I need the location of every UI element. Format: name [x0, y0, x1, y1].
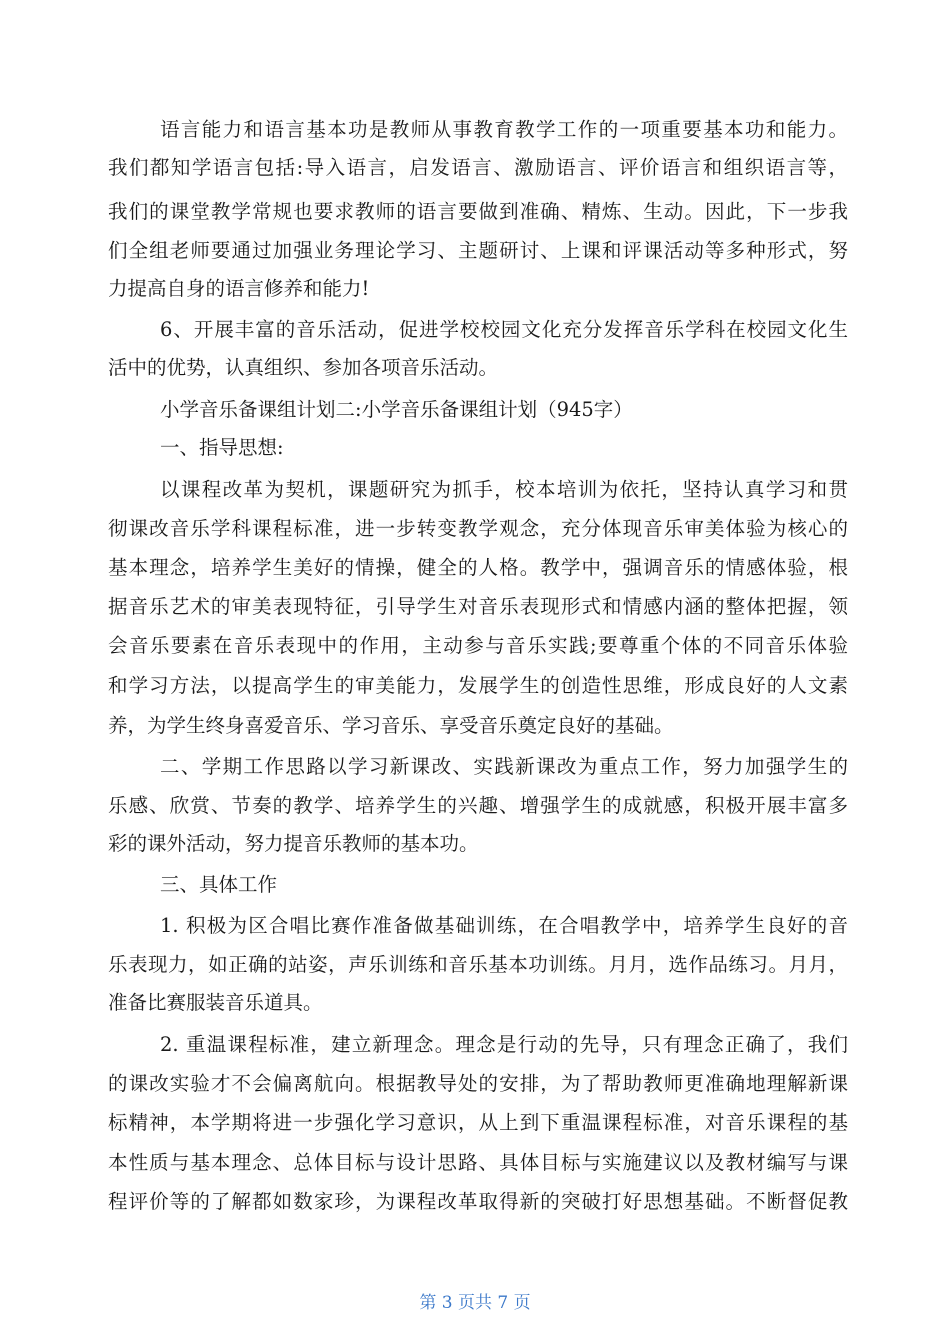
text-line: 养，为学生终身喜爱音乐、学习音乐、享受音乐奠定良好的基础。 — [108, 714, 674, 737]
text-line: 我们的课堂教学常规也要求教师的语言要做到准确、精炼、生动。因此，下一步我 — [108, 200, 848, 223]
text-line: 基本理念，培养学生美好的情操，健全的人格。教学中，强调音乐的情感体验，根 — [108, 556, 848, 579]
text-line: 活中的优势，认真组织、参加各项音乐活动。 — [108, 356, 499, 379]
text-line: 和学习方法，以提高学生的审美能力，发展学生的创造性思维，形成良好的人文素 — [108, 674, 848, 697]
section-heading: 三、具体工作 — [160, 873, 278, 896]
text-line: 彻课改音乐学科课程标准，进一步转变教学观念，充分体现音乐审美体验为核心的 — [108, 517, 848, 540]
text-line: 彩的课外活动，努力提音乐教师的基本功。 — [108, 832, 479, 855]
page-number: 第 3 页共 7 页 — [419, 1293, 531, 1313]
section-heading: 小学音乐备课组计划二:小学音乐备课组计划（945字） — [160, 398, 633, 421]
text-line: 据音乐艺术的审美表现特征，引导学生对音乐表现形式和情感内涵的整体把握，领 — [108, 595, 848, 618]
text-line: 程评价等的了解都如数家珍，为课程改革取得新的突破打好思想基础。不断督促教 — [108, 1190, 848, 1213]
text-line: 2. 重温课程标准，建立新理念。理念是行动的先导，只有理念正确了，我们 — [160, 1033, 848, 1056]
text-line: 以课程改革为契机，课题研究为抓手，校本培训为依托，坚持认真学习和贯 — [160, 478, 848, 501]
text-line: 本性质与基本理念、总体目标与设计思路、具体目标与实施建议以及教材编写与课 — [108, 1151, 848, 1174]
text-line: 二、学期工作思路以学习新课改、实践新课改为重点工作，努力加强学生的 — [160, 755, 848, 778]
text-line: 我们都知学语言包括:导入语言，启发语言、激励语言、评价语言和组织语言等， — [108, 156, 848, 179]
text-line: 乐感、欣赏、节奏的教学、培养学生的兴趣、增强学生的成就感，积极开展丰富多 — [108, 794, 848, 817]
text-line: 乐表现力，如正确的站姿，声乐训练和音乐基本功训练。月月，选作品练习。月月， — [108, 953, 848, 976]
text-line: 标精神，本学期将进一步强化学习意识，从上到下重温课程标准，对音乐课程的基 — [108, 1111, 848, 1134]
section-heading: 一、指导思想: — [160, 436, 284, 459]
text-line: 1. 积极为区合唱比赛作准备做基础训练，在合唱教学中，培养学生良好的音 — [160, 914, 848, 937]
text-line: 会音乐要素在音乐表现中的作用，主动参与音乐实践;要尊重个体的不同音乐体验 — [108, 634, 848, 657]
text-line: 的课改实验才不会偏离航向。根据教导处的安排，为了帮助教师更准确地理解新课 — [108, 1072, 848, 1095]
text-line: 准备比赛服装音乐道具。 — [108, 991, 323, 1014]
text-line: 力提高自身的语言修养和能力! — [108, 277, 370, 300]
text-line: 6、开展丰富的音乐活动，促进学校校园文化充分发挥音乐学科在校园文化生 — [160, 318, 848, 341]
text-line: 们全组老师要通过加强业务理论学习、主题研讨、上课和评课活动等多种形式，努 — [108, 239, 848, 262]
text-line: 语言能力和语言基本功是教师从事教育教学工作的一项重要基本功和能力。 — [160, 118, 848, 141]
